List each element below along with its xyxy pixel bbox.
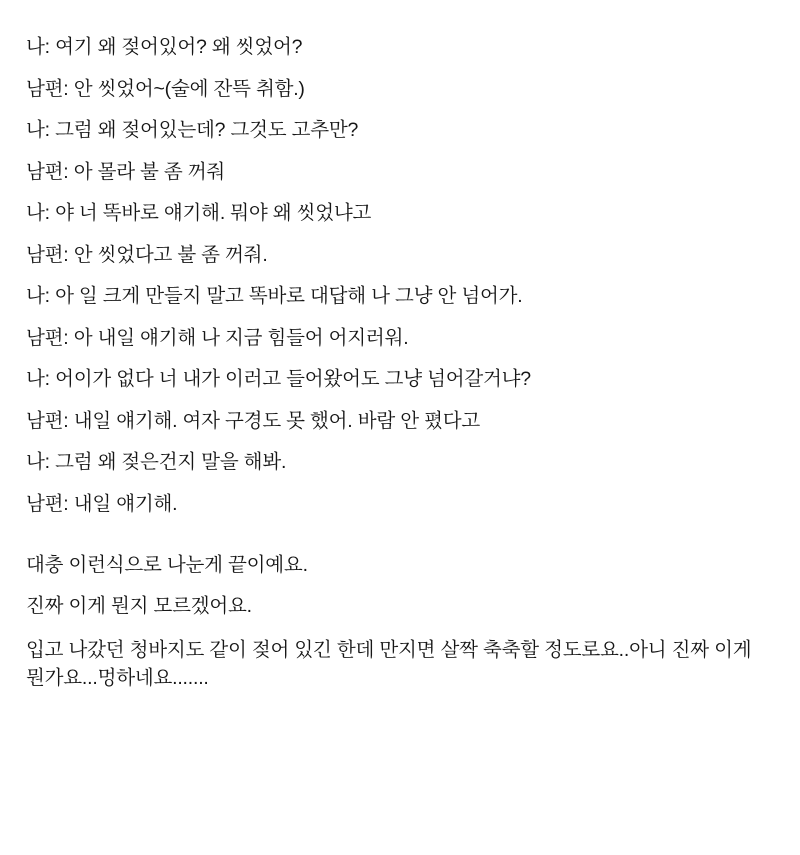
dialogue-line: 나: 야 너 똑바로 얘기해. 뭐야 왜 씻었냐고 — [26, 202, 372, 224]
closing-block — [26, 556, 774, 692]
dialogue-line: 남편: 아 몰라 불 좀 꺼줘 — [26, 160, 226, 183]
dialogue-line: 남편: 내일 얘기해. 여자 구경도 못 했어. 바람 안 폈다고 — [26, 409, 480, 432]
dialogue-line: 나: 아 일 크게 만들지 말고 똑바로 대답해 나 그냥 안 넘어가. — [26, 285, 523, 307]
dialogue-line: 나: 여기 왜 젖어있어? 왜 씻었어? — [26, 36, 303, 58]
dialogue-line: 남편: 안 씻었다고 불 좀 꺼줘. — [26, 243, 268, 266]
closing-line: 입고 나갔던 청바지도 같이 젖어 있긴 한데 만지면 살짝 축축할 정도로요..아니 진짜 이게 뭔가요...멍하네요....... — [26, 639, 757, 689]
paragraph-spacer — [26, 514, 774, 556]
dialogue-line: 나: 그럼 왜 젖어있는데? 그것도 고추만? — [26, 119, 359, 141]
dialogue-line: 남편: 내일 얘기해. — [26, 492, 178, 515]
dialogue-line: 나: 그럼 왜 젖은건지 말을 해봐. — [26, 451, 287, 473]
closing-line: 진짜 이게 뭔지 모르겠어요. — [26, 594, 252, 617]
dialogue-line: 나: 어이가 없다 너 내가 이러고 들어왔어도 그냥 넘어갈거냐? — [26, 368, 531, 390]
closing-line: 대충 이런식으로 나눈게 끝이예요. — [26, 554, 308, 576]
dialogue-line: 남편: 안 씻었어~(술에 잔뜩 취함.) — [26, 77, 305, 100]
dialogue-block — [26, 38, 774, 514]
dialogue-line: 남편: 아 내일 얘기해 나 지금 힘들어 어지러워. — [26, 326, 409, 349]
